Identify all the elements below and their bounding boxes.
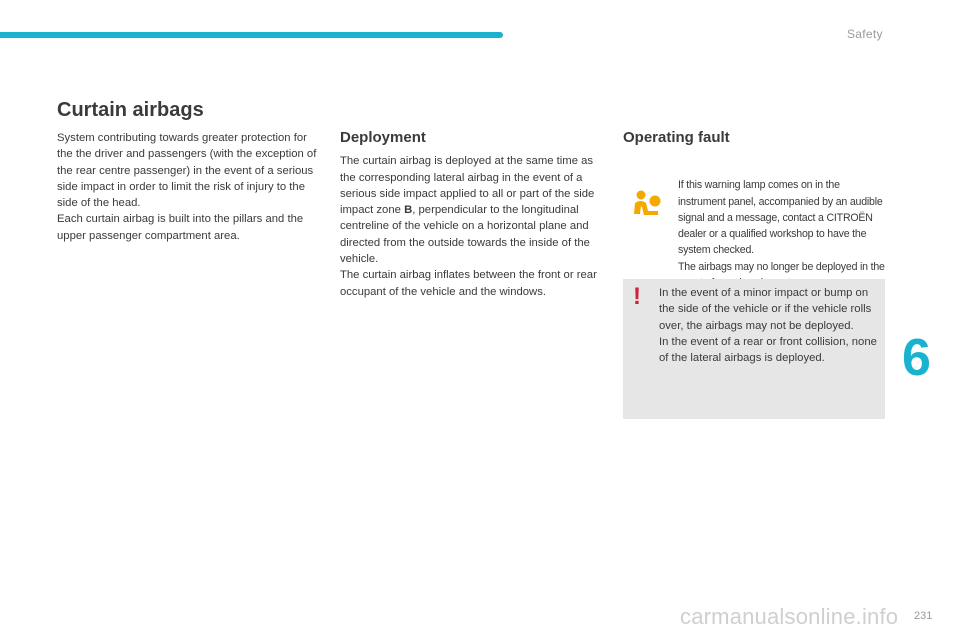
deployment-paragraph bbox=[340, 153, 602, 267]
note-paragraph: In the event of a minor impact or bump on the side of the vehicle or if the vehicle rolls over, the airbags may not be deployed. bbox=[659, 287, 872, 332]
watermark-text: carmanualsonline.info bbox=[680, 604, 899, 629]
deployment-text: , perpendicular to the longitudinal centreline of the vehicle on a horizontal plane and directed from the outside towards the inside of the vehicle. bbox=[340, 204, 590, 266]
warning-note-box bbox=[623, 279, 885, 419]
chapter-number: 6 bbox=[902, 329, 931, 387]
page-number: 231 bbox=[914, 610, 933, 622]
fault-paragraph: The airbags may no longer be deployed in the bbox=[678, 260, 885, 273]
deployment-heading: Deployment bbox=[340, 129, 426, 146]
warning-lamp-description bbox=[678, 177, 885, 291]
section-label: Safety bbox=[847, 27, 883, 41]
page-title: Curtain airbags bbox=[57, 99, 204, 121]
intro-column bbox=[57, 130, 319, 244]
deployment-column bbox=[340, 130, 602, 300]
operating-fault-heading: Operating fault bbox=[623, 129, 730, 146]
deployment-text: The curtain airbag is deployed at the same time as the corresponding lateral airbag in the event of a serious side impact applied to all or part of the side impact zone bbox=[340, 155, 595, 217]
zone-label: B bbox=[404, 204, 413, 217]
note-paragraph: In the event of a rear or front collision, none of the lateral airbags is deployed. bbox=[659, 335, 877, 365]
airbag-warning-lamp-icon bbox=[631, 189, 665, 217]
warning-lamp-row bbox=[623, 153, 885, 289]
operating-fault-column bbox=[623, 130, 885, 289]
fault-paragraph: If this warning lamp comes on in the instrument panel, accompanied by an audible signal and a message, contact a CITROËN dealer or a qualified workshop to have the system checked. bbox=[678, 179, 883, 257]
deployment-paragraph: The curtain airbag inflates between the front or rear occupant of the vehicle and the windows. bbox=[340, 269, 597, 298]
exclamation-icon: ! bbox=[633, 283, 641, 310]
intro-paragraph: Each curtain airbag is built into the pillars and the upper passenger compartment area. bbox=[57, 213, 304, 242]
intro-paragraph: System contributing towards greater protection for the the driver and passengers (with the exception of the rear centre passenger) in the event of a serious side impact in order to limit the risk of injury to the side of the head. bbox=[57, 132, 317, 210]
note-text bbox=[659, 285, 877, 366]
section-color-bar bbox=[0, 32, 503, 38]
